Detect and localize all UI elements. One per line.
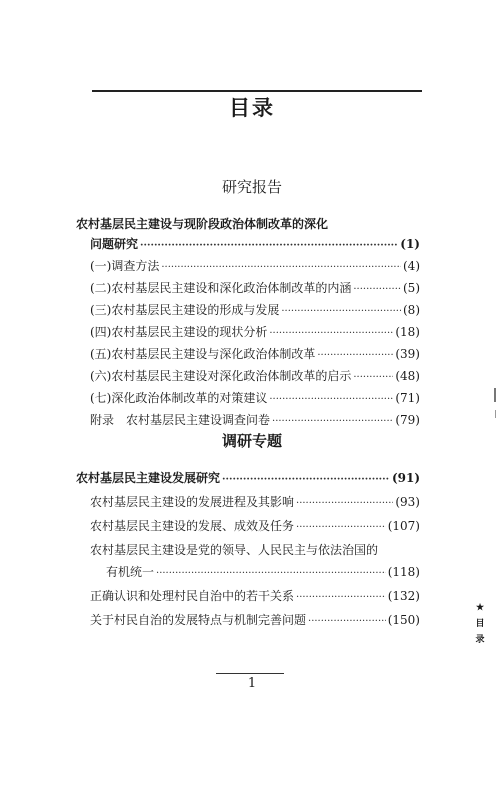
toc-entry-page: (4) — [403, 259, 420, 273]
dot-leader — [222, 472, 390, 488]
toc-entry-page: (118) — [387, 565, 420, 579]
toc-entry-text: 有机统一 — [106, 565, 155, 579]
toc-entry-page: (71) — [395, 391, 420, 405]
toc-entry-text: (五)农村基层民主建设与深化政治体制改革 — [90, 347, 316, 361]
toc-entry[interactable] — [90, 390, 420, 408]
side-note-char: 目 — [475, 619, 485, 629]
toc-entry[interactable] — [90, 280, 420, 298]
toc-entry[interactable] — [90, 346, 420, 364]
toc-entry-text: 农村基层民主建设的发展、成效及任务 — [90, 519, 295, 533]
margin-mark — [495, 410, 496, 418]
toc-entry-page: (8) — [403, 303, 420, 317]
toc-entry-page: (91) — [391, 471, 420, 485]
dot-leader — [269, 392, 393, 408]
toc-entry-text: (六)农村基层民主建设对深化政治体制改革的启示 — [90, 369, 352, 383]
toc-entry-text: (一)调查方法 — [90, 259, 160, 273]
page-title: 目录 — [229, 95, 275, 120]
dot-leader — [317, 348, 393, 364]
toc-entry-page: (93) — [395, 495, 420, 509]
toc-entry[interactable] — [106, 564, 420, 582]
toc-entry-page: (1) — [400, 237, 420, 251]
toc-entry-text: 问题研究 — [90, 237, 139, 251]
toc-entry-page: (132) — [387, 589, 420, 603]
bottom-rule — [216, 673, 284, 674]
toc-entry-text: (三)农村基层民主建设的形成与发展 — [90, 303, 280, 317]
side-note — [474, 600, 486, 648]
dot-leader — [353, 282, 401, 298]
toc-entry-page: (18) — [395, 325, 420, 339]
toc-entry[interactable] — [90, 612, 420, 630]
dot-leader — [296, 496, 393, 512]
toc-entry[interactable] — [90, 494, 420, 512]
toc-entry-text: (四)农村基层民主建设的现状分析 — [90, 325, 268, 339]
star-icon: ★ — [475, 603, 485, 613]
toc-entry-text: (二)农村基层民主建设和深化政治体制改革的内涵 — [90, 281, 352, 295]
toc-entry-page: (79) — [395, 413, 420, 427]
toc-entry-page: (39) — [395, 347, 420, 361]
dot-leader — [281, 304, 401, 320]
report-title-line1: 农村基层民主建设与现阶段政治体制改革的深化 — [76, 217, 329, 231]
toc-entry[interactable] — [76, 470, 420, 488]
dot-leader — [140, 238, 398, 254]
toc-entry[interactable] — [90, 236, 420, 254]
dot-leader — [272, 414, 393, 430]
toc-entry[interactable] — [90, 324, 420, 342]
toc-entry[interactable] — [90, 302, 420, 320]
dot-leader — [308, 614, 386, 630]
margin-mark — [494, 388, 496, 402]
toc-entry[interactable] — [90, 412, 420, 430]
toc-entry-page: (5) — [403, 281, 420, 295]
toc-entry[interactable] — [90, 368, 420, 386]
toc-entry-text: (七)深化政治体制改革的对策建议 — [90, 391, 268, 405]
toc-entry-text: 附录 农村基层民主建设调查问卷 — [90, 413, 271, 427]
toc-entry[interactable] — [90, 518, 420, 536]
toc-entry-page: (48) — [395, 369, 420, 383]
section-heading-research-report: 研究报告 — [221, 178, 282, 196]
dot-leader — [296, 590, 386, 606]
dot-leader — [161, 260, 401, 276]
toc-entry[interactable] — [90, 258, 420, 276]
side-note-char: 录 — [475, 635, 485, 645]
dot-leader — [353, 370, 393, 386]
toc-entry-line1[interactable]: 农村基层民主建设是党的领导、人民民主与依法治国的 — [90, 543, 379, 557]
toc-entry-text: 正确认识和处理村民自治中的若干关系 — [90, 589, 295, 603]
section-heading-research-topics: 调研专题 — [221, 432, 282, 450]
dot-leader — [156, 566, 386, 582]
toc-entry-text: 关于村民自治的发展特点与机制完善问题 — [90, 613, 307, 627]
page-number: 1 — [247, 676, 257, 691]
dot-leader — [269, 326, 393, 342]
toc-entry-page: (107) — [387, 519, 420, 533]
toc-entry-page: (150) — [387, 613, 420, 627]
dot-leader — [296, 520, 386, 536]
toc-entry[interactable] — [90, 588, 420, 606]
toc-entry-text: 农村基层民主建设发展研究 — [76, 471, 221, 485]
toc-entry-text: 农村基层民主建设的发展进程及其影响 — [90, 495, 295, 509]
